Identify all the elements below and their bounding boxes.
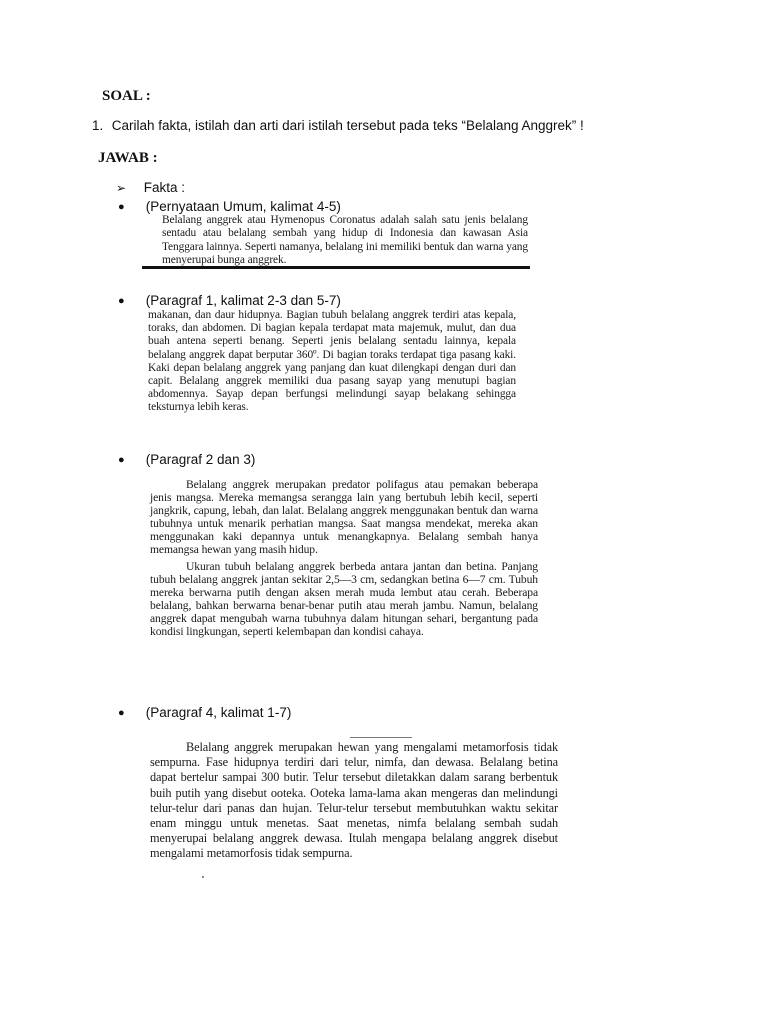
excerpt-paragraph: Belalang anggrek atau Hymenopus Coronatus adalah salah satu jenis belalang sentadu atau belalang sembah yang hidup di Indonesia dan kawasan Asia Tenggara lainnya. Seperti namanya, belalang ini memiliki bentuk dan warna yang menyerupai bunga anggrek. [162,214,528,266]
question-text: Carilah fakta, istilah dan arti dari istilah tersebut pada teks “Belalang Anggrek” ! [111,118,584,133]
scan-mark [350,737,412,738]
bullet-icon: ● [118,454,125,466]
excerpt-paragraf-1 [148,309,516,415]
question-1 [92,118,584,133]
excerpt-paragraph: Belalang anggrek merupakan predator polifagus atau pemakan beberapa jenis mangsa. Mereka memangsa serangga lain yang bertubuh lebih kecil, seperti jangkrik, capung, lebah, dan lalat. Belalang anggrek menggunakan bentuk dan warna tubuhnya untuk menarik perhatian mangsa. Saat mangsa mendekat, mereka akan menggunakan kaki depannya untuk menangkapnya. Belalang sembah hanya memangsa hewan yang masih hidup. [150,478,538,556]
excerpt-underline [142,266,530,269]
section-label: (Paragraf 2 dan 3) [145,452,256,467]
fakta-label: Fakta : [143,180,186,195]
question-number: 1. [92,118,104,133]
section-label: (Paragraf 1, kalimat 2-3 dan 5-7) [145,293,341,308]
jawab-heading: JAWAB : [98,150,158,166]
excerpt-paragraph: makanan, dan daur hidupnya. Bagian tubuh belalang anggrek terdiri atas kepala, toraks, dan abdomen. Di bagian kepala terdapat mata majemuk, mulut, dan dua buah antena seperti benang. Seperti jenis belalang sentadu lainnya, kepala belalang anggrek dapat berputar 360º. Di bagian toraks terdapat tiga pasang kaki. Kaki depan belalang anggrek yang panjang dan kuat dilengkapi dengan duri dan capit. Belalang anggrek memiliki dua pasang sayap yang menutupi bagian abdomennya. Sayap depan berfungsi melindungi sayap belakang sehingga teksturnya lebih keras. [148,309,516,414]
soal-heading: SOAL : [102,88,151,104]
arrow-bullet-icon: ➢ [116,181,127,195]
excerpt-paragraph: Belalang anggrek merupakan hewan yang mengalami metamorfosis tidak sempurna. Fase hidupnya terdiri dari telur, nimfa, dan dewasa. Belalang betina dapat bertelur sampai 300 butir. Telur tersebut diletakkan dalam sarang berbentuk buih putih yang disebut ooteka. Ooteka lama-lama akan mengeras dan melindungi telur-telur dari panas dan hujan. Telur-telur tersebut membutuhkan waktu sekitar enam minggu untuk menetas. Saat menetas, nimfa belalang sembah sudah menyerupai belalang anggrek dewasa. Itulah mengapa belalang anggrek disebut mengalami metamorfosis tidak sempurna. [150,740,558,861]
section-label: (Pernyataan Umum, kalimat 4-5) [145,199,341,214]
excerpt-paragraf-2-3 [150,478,538,638]
excerpt-paragraph: Ukuran tubuh belalang anggrek berbeda antara jantan dan betina. Panjang tubuh belalang anggrek jantan sekitar 2,5—3 cm, sedangkan betina 6—7 cm. Tubuh mereka berwarna putih dengan aksen merah muda lembut atau cerah. Beberapa belalang, bahkan berwarna benar-benar putih atau merah jambu. Namun, belalang anggrek dapat mengubah warna tubuhnya dalam hitungan sehari, bergantung pada kondisi lingkungan, seperti kelembapan dan kondisi cahaya. [150,560,538,638]
bullet-item-paragraf-2-3 [118,452,255,467]
bullet-icon: ● [118,201,125,213]
bullet-item-paragraf-4 [118,705,291,720]
bullet-icon: ● [118,707,125,719]
excerpt-paragraf-4 [150,740,558,862]
scan-speck [202,876,204,878]
excerpt-pernyataan-umum [162,214,528,267]
fakta-item [116,180,185,195]
bullet-item-paragraf-1 [118,293,341,308]
bullet-item-pernyataan-umum [118,199,341,214]
section-label: (Paragraf 4, kalimat 1-7) [145,705,292,720]
bullet-icon: ● [118,295,125,307]
